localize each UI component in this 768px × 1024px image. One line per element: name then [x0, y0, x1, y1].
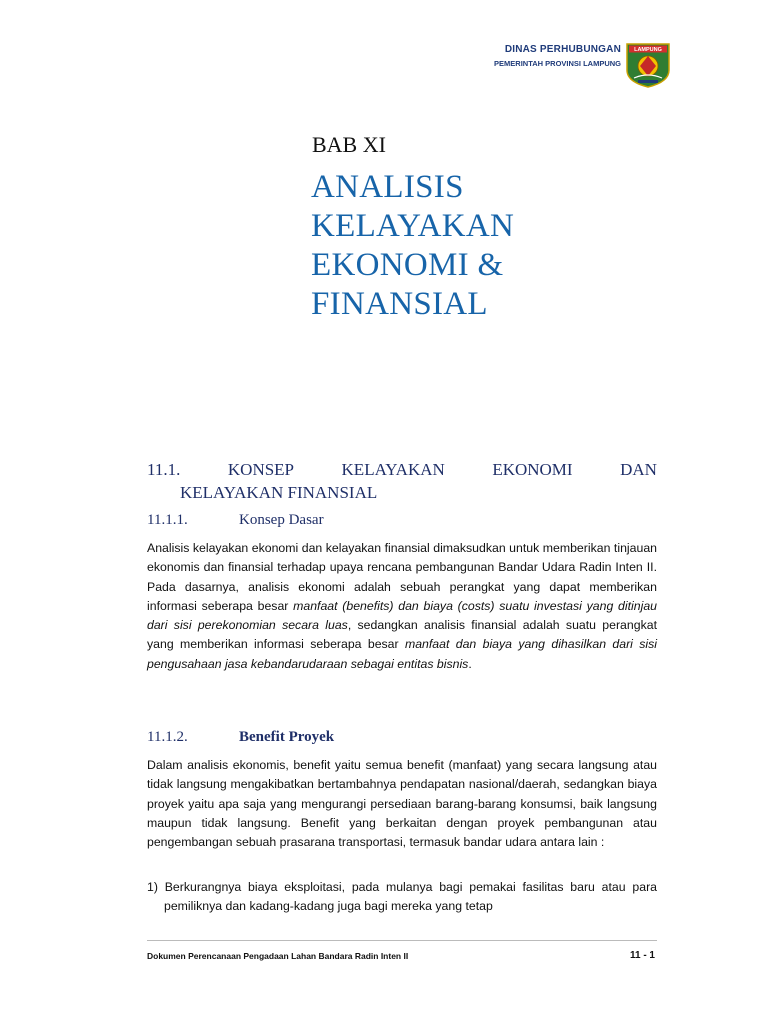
footer-document-title: Dokumen Perencanaan Pengadaan Lahan Bandara Radin Inten II	[147, 951, 409, 961]
list-item: 1) Berkurangnya biaya eksploitasi, pada mulanya bagi pemakai fasilitas baru atau para pemiliknya dan kadang-kadang juga bagi mereka yang tetap	[147, 880, 657, 914]
paragraph-italic-text: manfaat dan biaya yang dihasilkan dari sisi pengusahaan jasa kebandarudaraan sebagai entitas bisnis	[147, 637, 657, 671]
logo-text: LAMPUNG	[634, 47, 662, 54]
paragraph-concept	[147, 539, 657, 674]
paragraph-text: Analisis kelayakan ekonomi dan kelayakan finansial dimaksudkan untuk memberikan tinjauan ekonomis dan finansial terhadap upaya rencana pembangunan Bandar Udara Radin Inten II. Pada dasarnya, analisis ekonomi adalah sebuah perangkat yang dapat memberikan informasi seberapa besar	[147, 541, 657, 613]
header-org-subtitle: PEMERINTAH PROVINSI LAMPUNG	[494, 59, 621, 68]
subsection-title: Konsep Dasar	[239, 512, 324, 528]
footer-divider	[147, 940, 657, 941]
section-heading-word: DAN	[620, 460, 657, 479]
section-heading-line2: KELAYAKAN FINANSIAL	[180, 483, 378, 502]
footer-page-number: 11 - 1	[629, 950, 655, 961]
section-heading-word: EKONOMI	[492, 460, 573, 479]
subsection-number: 11.1.1.	[147, 512, 188, 528]
subsection-heading-benefit	[147, 729, 334, 746]
lampung-emblem-icon	[624, 42, 672, 88]
section-heading-line1	[147, 460, 657, 480]
paragraph-text: .	[468, 656, 472, 671]
section-heading-word: 11.1.	[147, 460, 181, 479]
paragraph-italic-text: manfaat (benefits) dan biaya (costs) suatu investasi yang ditinjau dari sisi perekonomian secara luas	[147, 598, 657, 633]
chapter-label: BAB XI	[312, 132, 386, 157]
paragraph-benefit: Dalam analisis ekonomis, benefit yaitu semua benefit (manfaat) yang secara langsung atau tidak langsung mengakibatkan bertambahnya pendapatan nasional/daerah, sedangkan biaya proyek yaitu apa saja yang mengurangi persediaan barang-barang konsumsi, baik langsung maupun tidak langsung. Benefit yang berkaitan dengan proyek pembangunan atau pengembangan sebuah prasarana transportasi, termasuk bandar udara antara lain :	[147, 758, 657, 850]
subsection-heading-concept	[147, 512, 324, 529]
subsection-title: Benefit Proyek	[239, 729, 335, 745]
section-heading-word: KONSEP	[227, 460, 295, 479]
paragraph-text: , sedangkan analisis finansial adalah suatu perangkat yang memberikan informasi seberapa besar	[147, 618, 657, 652]
section-heading-word: KELAYAKAN	[341, 460, 445, 479]
header-org-name: DINAS PERHUBUNGAN	[504, 44, 621, 55]
chapter-title: ANALISIS KELAYAKAN EKONOMI & FINANSIAL	[311, 169, 515, 322]
subsection-number: 11.1.2.	[147, 729, 188, 745]
